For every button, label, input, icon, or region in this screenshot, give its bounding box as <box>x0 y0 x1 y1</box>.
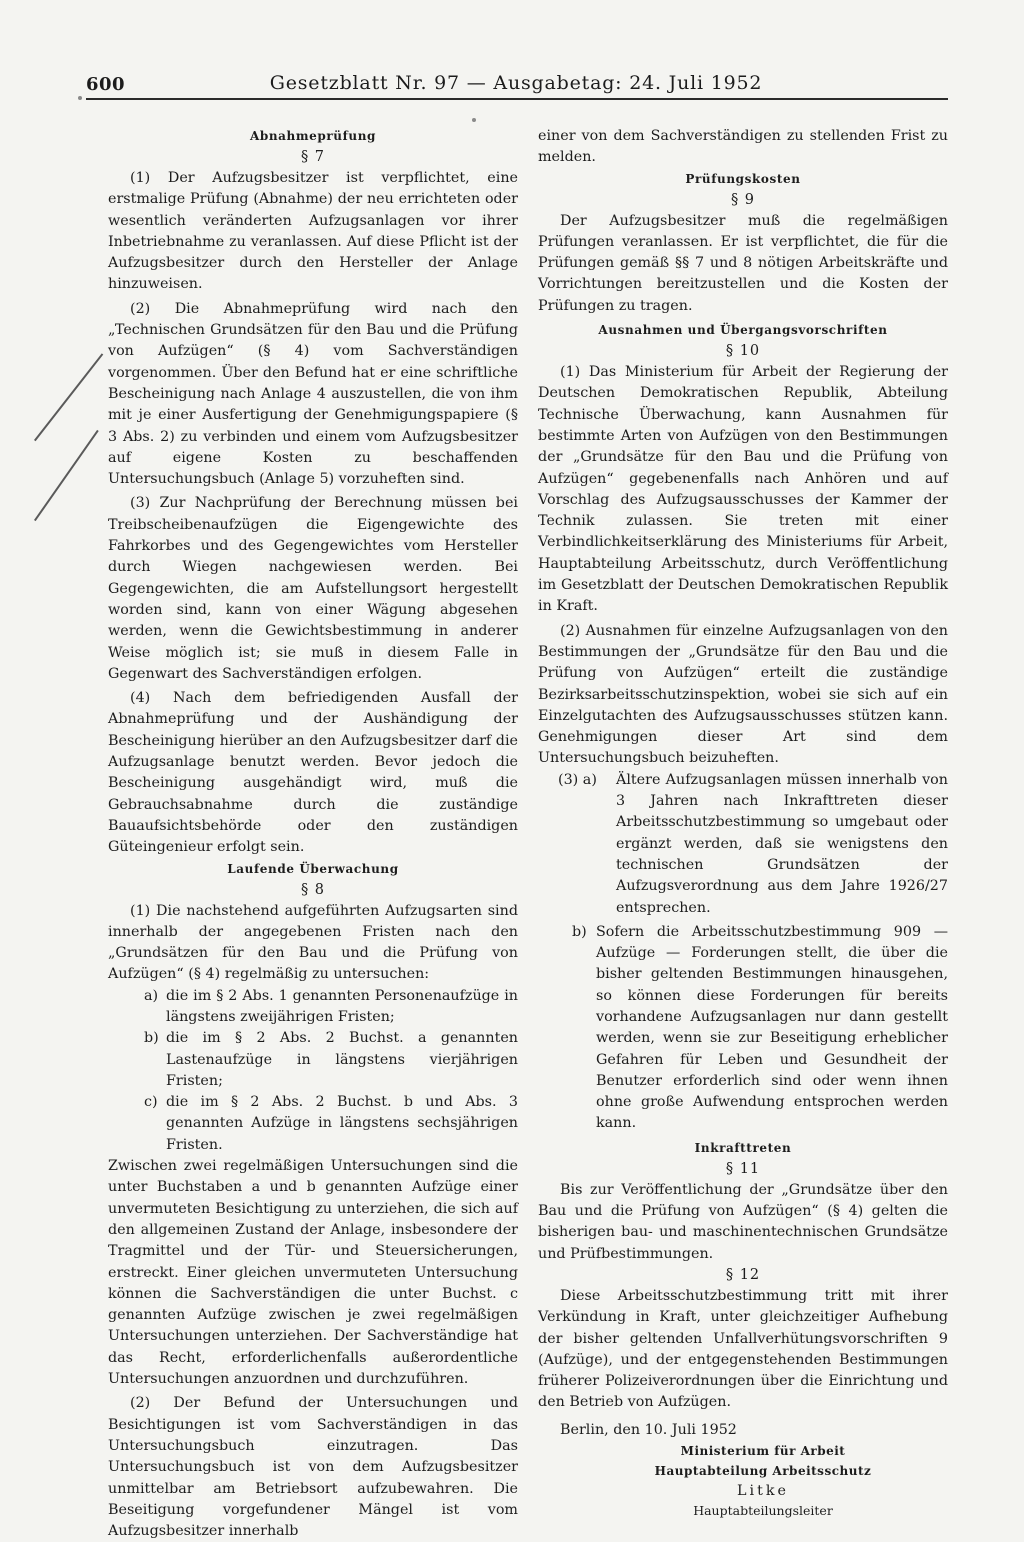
page-header <box>86 72 946 106</box>
list-item-text: die im § 2 Abs. 1 genannten Personenaufzüge in längstens zweijährigen Fristen; <box>166 987 518 1025</box>
paragraph: (2) Ausnahmen für einzelne Aufzugsanlagen von den Bestimmungen der „Grundsätze für den Bau und die Prüfung von Aufzügen“ erteilt die zuständige Bezirksarbeitsschutzinspektion, wobei sie sich auf ein Einzelgutachten des Aufzugsausschusses stützen kann. Genehmigungen dieser Art sind dem Untersuchungsbuch beizuheften. <box>538 622 948 767</box>
signatory-ministry: Ministerium für Arbeit <box>680 1444 846 1459</box>
list-item <box>108 1092 518 1156</box>
list-item-label: b) <box>572 923 587 940</box>
list-item-label: b) <box>144 1030 159 1047</box>
scan-speck <box>78 96 82 100</box>
section-heading: Prüfungskosten <box>685 171 801 186</box>
list-item-label: a) <box>144 987 159 1004</box>
list-item-text: die im § 2 Abs. 2 Buchst. a genannten Lastenaufzüge in längstens vierjährigen Fristen; <box>166 1030 518 1089</box>
paragraph: (3) Zur Nachprüfung der Berechnung müssen bei Treibscheibenaufzügen die Eigengewichte des Fahrkorbes und des Gegengewichtes vom Hersteller durch Wiegen nachgewiesen werden. Bei Gegengewichten, die am Aufstellungsort hergestellt worden sind, kann von einer Wägung abgesehen werden, wenn die Gewichtsbestimmung in anderer Weise möglich ist; sie muß in diesem Falle in Gegenwart des Sachverständigen erfolgen. <box>108 495 518 682</box>
section-heading: Ausnahmen und Übergangsvorschriften <box>598 323 888 338</box>
list-item <box>108 1028 518 1092</box>
paragraph: (2) Die Abnahmeprüfung wird nach den „Technischen Grundsätzen für den Bau und die Prüfung von Aufzügen“ (§ 4) vom Sachverständigen vorgenommen. Über den Befund hat er eine schriftliche Bescheinigung nach Anlage 4 auszustellen, die von ihm mit je einer Ausfertigung der Genehmigungspapiere (§ 3 Abs. 2) zu verbinden und einem vom Aufzugsbesitzer auf eigene Kosten zu beschaffenden Untersuchungsbuch (Anlage 5) vorzuheften sind. <box>108 300 518 488</box>
signatory-name: Litke <box>737 1483 789 1500</box>
section-number: § 9 <box>730 191 756 208</box>
list-item-label: (3) a) <box>558 771 597 788</box>
paragraph: (1) Das Ministerium für Arbeit der Regierung der Deutschen Demokratischen Republik, Abteilung Technische Überwachung, kann Ausnahmen für bestimmte Arten von Aufzügen von den Bestimmungen der „Grundsätze für den Bau und die Prüfung von Aufzügen“ gegebenenfalls nach Anhören und auf Vorschlag des Aufzugsausschusses der Kammer der Technik zulassen. Sie treten mit einer Verbindlichkeitserklärung des Ministeriums für Arbeit, Hauptabteilung Arbeitsschutz, durch Veröffentlichung im Gesetzblatt der Deutschen Demokratischen Republik in Kraft. <box>538 364 948 615</box>
paragraph: (2) Der Befund der Untersuchungen und Besichtigungen ist vom Sachverständigen in das Untersuchungsbuch einzutragen. Das Untersuchungsbuch ist von dem Aufzugsbesitzer unmittelbar am Betriebsort aufzubewahren. Die Beseitigung vorgefundener Mängel ist vom Aufzugsbesitzer innerhalb <box>108 1395 518 1540</box>
paragraph: (4) Nach dem befriedigenden Ausfall der Abnahmeprüfung und der Aushändigung der Bescheinigung hierüber an den Aufzugsbesitzer darf die Aufzugsanlage benutzt werden. Bevor jedoch die Bescheinigung ausgehändigt wird, muß die Gebrauchsabnahme durch die zuständige Bauaufsichtsbehörde oder den zuständigen Güteingenieur erfolgt sein. <box>108 690 518 856</box>
right-column <box>538 126 948 1521</box>
signatory-department: Hauptabteilung Arbeitsschutz <box>654 1464 872 1479</box>
paragraph: Bis zur Veröffentlichung der „Grundsätze über den Bau und die Prüfung von Aufzügen“ (§ 4) gelten die bisherigen bau- und maschinentechnischen Grundsätze und Prüfbestimmungen. <box>538 1181 948 1262</box>
scan-speck <box>472 118 476 122</box>
paragraph: Der Aufzugsbesitzer muß die regelmäßigen Prüfungen veranlassen. Er ist verpflichtet, die für die Prüfungen gemäß §§ 7 und 8 nötigen Arbeitskräfte und Vorrichtungen bereitzustellen und die Kosten der Prüfungen zu tragen. <box>538 212 948 314</box>
section-heading: Inkrafttreten <box>694 1140 792 1155</box>
section-number: § 10 <box>725 343 761 360</box>
paragraph: Diese Arbeitsschutzbestimmung tritt mit ihrer Verkündung in Kraft, unter gleichzeitiger Aufhebung der bisher geltenden Unfallverhütungsvorschriften 9 (Aufzüge), und der entgegenstehenden Bestimmungen früherer Polizeiverordnungen über die Einrichtung und den Betrieb von Aufzügen. <box>538 1287 948 1411</box>
header-rule <box>86 98 948 100</box>
section-heading: Abnahmeprüfung <box>249 129 377 143</box>
gazette-title: Gesetzblatt Nr. 97 — Ausgabetag: 24. Juli 1952 <box>269 72 763 94</box>
paragraph: einer von dem Sachverständigen zu stellenden Frist zu melden. <box>538 128 948 166</box>
page-number: 600 <box>86 74 126 95</box>
place-date: Berlin, den 10. Juli 1952 <box>560 1421 737 1438</box>
section-number: § 12 <box>725 1266 761 1283</box>
section-number: § 11 <box>725 1160 761 1177</box>
section-number: § 8 <box>300 881 326 898</box>
margin-pen-mark <box>34 430 99 521</box>
margin-pen-mark <box>34 353 103 441</box>
paragraph: (1) Die nachstehend aufgeführten Aufzugsarten sind innerhalb der angegebenen Fristen nach den „Grundsätzen für den Bau und die Prüfung von Aufzügen“ (§ 4) regelmäßig zu untersuchen: <box>108 902 518 983</box>
list-item <box>108 986 518 1029</box>
paragraph: (1) Der Aufzugsbesitzer ist verpflichtet, eine erstmalige Prüfung (Abnahme) der neu errichteten oder wesentlich veränderten Aufzugsanlagen vor ihrer Inbetriebnahme zu veranlassen. Auf diese Pflicht ist der Aufzugsbesitzer durch den Hersteller der Anlage hinzuweisen. <box>108 170 518 293</box>
signatory-role: Hauptabteilungsleiter <box>693 1503 833 1519</box>
list-item-text: die im § 2 Abs. 2 Buchst. b und Abs. 3 genannten Aufzüge in längstens sechsjährigen Fristen. <box>166 1094 518 1153</box>
section-number: § 7 <box>300 149 326 165</box>
list-item <box>538 922 948 1135</box>
list-item <box>538 770 948 919</box>
section-heading: Laufende Überwachung <box>227 861 399 876</box>
list-item-text: Sofern die Arbeitsschutzbestimmung 909 — Aufzüge — Forderungen stellt, die über die bisher geltenden Bestimmungen hinausgehen, so können diese Forderungen für bereits vorhandene Aufzugsanlagen nur dann gestellt werden, wenn sie zur Beseitigung erheblicher Gefahren für Leben und Gesundheit der Benutzer erforderlich sind oder wenn ihnen ohne große Aufwendung entsprochen werden kann. <box>596 923 948 1132</box>
paragraph: Zwischen zwei regelmäßigen Untersuchungen sind die unter Buchstaben a und b genannten Aufzüge einer unvermuteten Besichtigung zu unterziehen, die sich auf den allgemeinen Zustand der Anlage, insbesondere der Tragmittel und der Tür- und Steuersicherungen, erstreckt. Einer gleichen unvermuteten Untersuchung können die Sachverständigen die unter Buchst. c genannten Aufzüge zwischen je zwei regelmäßigen Untersuchungen unterziehen. Der Sachverständige hat das Recht, erforderlichenfalls außerordentliche Untersuchungen anzuordnen und durchzuführen. <box>108 1158 518 1388</box>
left-column <box>108 126 518 1542</box>
list-item-label: c) <box>144 1094 158 1111</box>
list-item-text: Ältere Aufzugsanlagen müssen innerhalb von 3 Jahren nach Inkrafttreten dieser Arbeitsschutzbestimmung so umgebaut oder ergänzt werden, daß sie wenigstens den technischen Grundsätzen der Aufzugsverordnung aus dem Jahre 1926/27 entsprechen. <box>616 771 948 916</box>
